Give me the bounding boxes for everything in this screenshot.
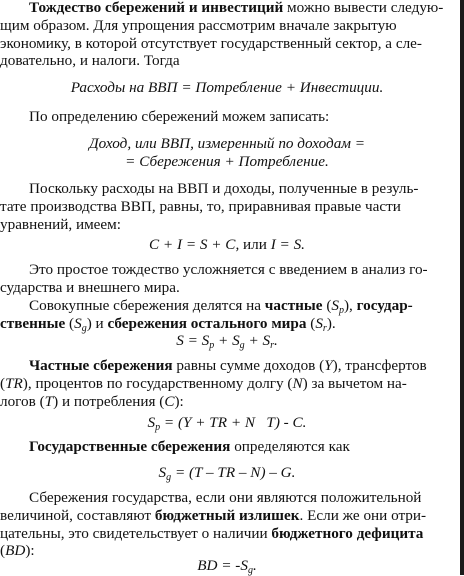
paragraph-identity-intro: Тождество сбережений и инвестиций можно вывести следую- щим образом. Для упрощения рассмотрим вначале закрытую экономику, в которой отсутствует государственный сектор, а сле- довательно, и налоги. Тогда [0, 0, 444, 70]
term-government-savings: Государственные сбережения [29, 438, 231, 455]
term-private: частные [264, 297, 323, 314]
term-budget-deficit: бюджетного дефицита [271, 524, 424, 542]
term-rest-of-world: сбережения остального мира [107, 314, 307, 332]
paragraph-total-savings: Совокупные сбережения делятся на частные $(S_p)$, государ- ственные $(S_g)$ и сбережения остального мира $(S_r)$. [0, 297, 413, 334]
paragraph-private-savings: Частные сбережения равны сумме доходов (Y), трансфертов (TR), процентов по государственному долгу (N) за вычетом на- логов (T) и потребления (C): [0, 357, 427, 410]
equation-i-equals-s: C + I = S + C, или I = S. [149, 236, 305, 253]
equation-budget-deficit: BD = $-S_g$. [197, 557, 257, 576]
equation-income-identity: Доход, или ВВП, измеренный по доходам = = Сбережения + Потребление. [88, 135, 366, 170]
paragraph-budget: Сбережения государства, если они являются положительной величиной, составляют бюджетный излишек. Если же они отри- цательны, это свидетельствует о наличии бюджетного дефицита (BD): [0, 489, 427, 560]
paragraph-savings-definition: По определению сбережений можем записать: [29, 108, 330, 125]
equation-total-savings: $S = S_p + S_g + S_r$. [176, 332, 278, 351]
term-savings-investment-identity: Тождество сбережений и инвестиций [29, 0, 284, 16]
paragraph-government-savings: Государственные сбережения определяются как [29, 438, 350, 455]
paragraph-complication: Это простое тождество усложняется с введением в анализ го- сударства и внешнего мира. [0, 261, 428, 296]
equation-government-savings: $S_g = (T$ – TR – N) – G. [158, 464, 296, 483]
term-private-savings: Частные сбережения [29, 357, 173, 374]
paragraph-equating: Поскольку расходы на ВВП и доходы, полученные в резуль- тате производства ВВП, равны, то, приравнивая правые части уравнений, имеем: [0, 180, 419, 233]
equation-private-savings: $S_p = (Y$ + TR + N T) - C. [147, 414, 307, 433]
term-government: государ- [356, 297, 413, 314]
equation-gdp-expenditure: Расходы на ВВП = Потребление + Инвестиции. [70, 79, 384, 96]
page-edge-shadow [460, 0, 464, 575]
term-budget-surplus: бюджетный излишек [154, 506, 300, 524]
